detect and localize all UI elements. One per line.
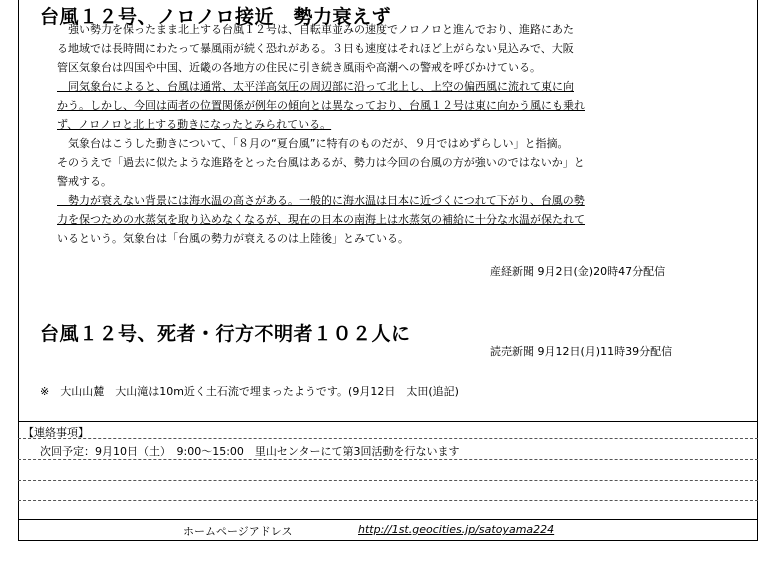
contact-section-divider	[18, 421, 758, 422]
contact-label: 【連絡事項】	[23, 426, 89, 439]
article-1-line: 強い勢力を保ったまま北上する台風１２号は、自転車並みの速度でノロノロと進んでおり、進路にあた	[57, 23, 574, 36]
article-1-line: 勢力が衰えない背景には海水温の高さがある。一般的に海水温は日本に近づくにつれて下がり、台風の勢	[57, 194, 585, 207]
article-1-line: 同気象台によると、台風は通常、太平洋高気圧の周辺部に沿って北上し、上空の偏西風に流れて東に向	[57, 80, 574, 93]
contact-text: 次回予定：9月10日（土） 9:00～15:00 里山センターにて第3回活動を行ないます	[40, 445, 460, 458]
note-text: ※ 大山山麓 大山滝は10m近く土石流で埋まったようです。(9月12日 太田(追記)	[40, 385, 459, 398]
contact-ruled-line	[18, 500, 758, 501]
homepage-link[interactable]: http://1st.geocities.jp/satoyama224	[358, 523, 555, 536]
article-1-line: かう。しかし、今回は両者の位置関係が例年の傾向とは異なっており、台風１２号は東に向かう風にも乗れ	[57, 99, 585, 112]
article-2-source: 読売新聞 9月12日(月)11時39分配信	[490, 345, 673, 358]
footer-divider	[18, 519, 758, 520]
homepage-address-label: ホームページアドレス	[183, 525, 293, 538]
article-1-line: 気象台はこうした動きについて、「８月の“夏台風”に特有のものだが、９月ではめずらしい」と指摘。	[57, 137, 569, 150]
article-1-line: 警戒する。	[57, 175, 112, 188]
article-1-line: ず、ノロノロと北上する動きになったとみられている。	[57, 118, 332, 131]
contact-ruled-line	[18, 459, 758, 460]
article-1-line: そのうえで「過去に似たような進路をとった台風はあるが、勢力は今回の台風の方が強いのではないか」と	[57, 156, 585, 169]
article-1-line: 力を保つための水蒸気を取り込めなくなるが、現在の日本の南海上は水蒸気の補給に十分な水温が保たれて	[57, 213, 585, 226]
contact-ruled-line	[18, 438, 758, 439]
article-1-source: 産経新聞 9月2日(金)20時47分配信	[490, 265, 666, 278]
article-2-title: 台風１２号、死者・行方不明者１０２人に	[40, 323, 411, 345]
article-1-line: 管区気象台は四国や中国、近畿の各地方の住民に引き続き風雨や高潮への警戒を呼びかけている。	[57, 61, 541, 74]
article-1-line: いるという。気象台は「台風の勢力が衰えるのは上陸後」とみている。	[57, 232, 409, 245]
article-1-title: 台風１２号、ノロノロ接近 勢力衰えず	[40, 6, 392, 28]
article-1-line: る地域では長時間にわたって暴風雨が続く恐れがある。３日も速度はそれほど上がらない見込みで、大阪	[57, 42, 574, 55]
article-1-body	[57, 20, 647, 248]
contact-ruled-line	[18, 480, 758, 481]
